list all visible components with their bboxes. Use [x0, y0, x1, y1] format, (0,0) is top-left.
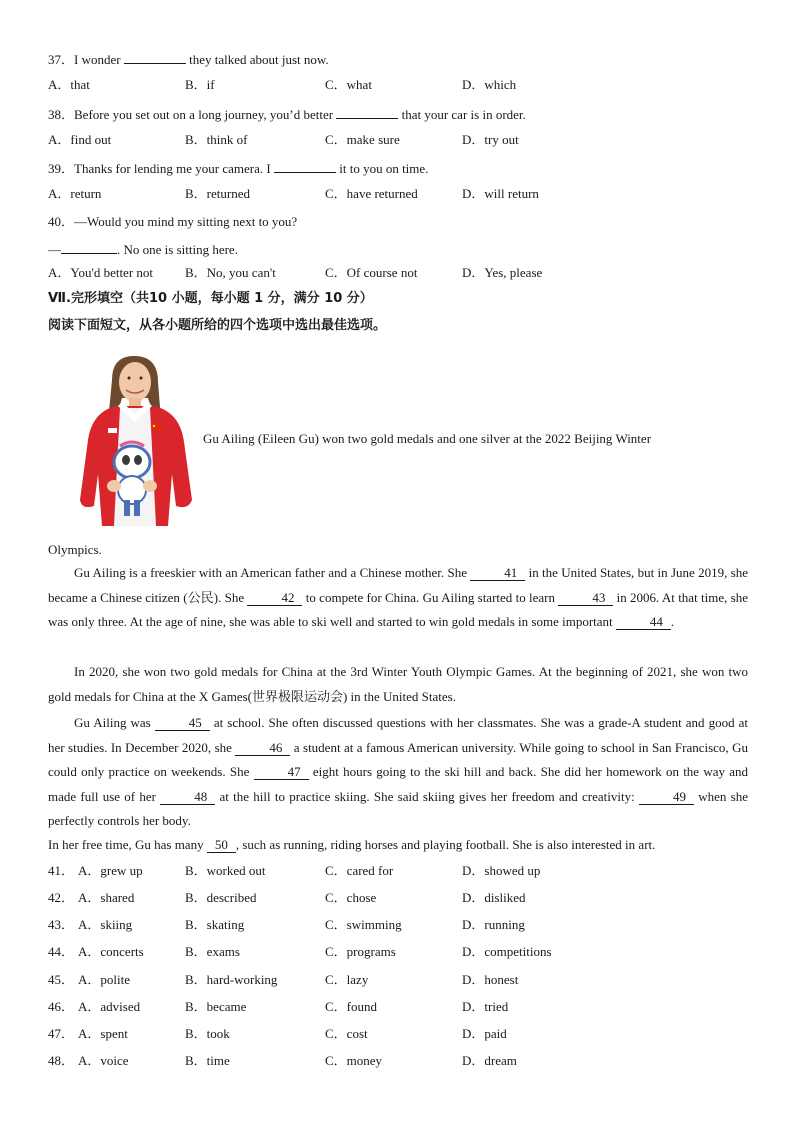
reply-text: . No one is sitting here. [117, 242, 238, 257]
question-number: 43． [48, 917, 75, 932]
option-c: C．lazy [325, 972, 369, 987]
option-a: A．voice [78, 1053, 129, 1068]
passage-paragraph-1 [48, 561, 748, 635]
option-b: B．described [185, 890, 257, 905]
options-37 [48, 76, 748, 94]
blank-47: 47 [254, 765, 309, 780]
options-47 [48, 1025, 748, 1043]
options-43 [48, 916, 748, 934]
question-40: 40．—Would you mind my sitting next to you? [48, 214, 298, 229]
options-40 [48, 264, 748, 282]
dash: — [48, 242, 61, 257]
section-instruction: 阅读下面短文，从各小题所给的四个选项中选出最佳选项。 [48, 318, 387, 333]
blank-42: 42 [247, 591, 302, 606]
blank-43: 43 [558, 591, 613, 606]
option-d: D．honest [462, 972, 519, 987]
question-stem: that your car is in order. [398, 107, 526, 122]
question-number: 41． [48, 863, 75, 878]
passage-paragraph-3 [48, 711, 748, 834]
option-c: C．chose [325, 890, 377, 905]
option-c: C．programs [325, 944, 396, 959]
option-b: B．hard-working [185, 972, 278, 987]
question-stem: 39．Thanks for lending me your camera. I [48, 161, 274, 176]
blank-44: 44 [616, 615, 671, 630]
section-title: Ⅶ.完形填空（共10 小题，每小题 1 分，满分 10 分） [48, 291, 373, 306]
answer-blank [274, 158, 336, 173]
passage-text: . [670, 614, 675, 629]
question-stem: 38．Before you set out on a long journey, you’d better [48, 107, 337, 122]
options-44 [48, 943, 748, 961]
option-b: B．became [185, 999, 247, 1014]
passage-intro-cont: Olympics. [48, 542, 102, 557]
question-number: 46． [48, 999, 75, 1014]
option-d: D．tried [462, 999, 509, 1014]
answer-blank [124, 49, 186, 64]
passage-text: Gu Ailing is a freeskier with an American father and a Chinese mother. She [74, 565, 471, 580]
option-a: A．grew up [78, 863, 143, 878]
option-b: B．took [185, 1026, 230, 1041]
options-45 [48, 971, 748, 989]
passage-paragraph-2: In 2020, she won two gold medals for China at the 3rd Winter Youth Olympic Games. At the beginning of 2021, she won two gold medals for China at the X Games(世界极限运动会) in the United States. [48, 664, 748, 704]
passage-text: to compete for China. Gu Ailing started to learn [302, 589, 559, 605]
option-a: A．that [48, 77, 90, 92]
passage-text: at the hill to practice skiing. She said skiing gives her freedom and creativity: [215, 788, 639, 804]
option-d: D．Yes, please [462, 265, 543, 280]
passage-text: a student at a famous American university. While going to school in San Francisco, Gu could only practice on weekends. She [48, 739, 748, 779]
option-c: C．make sure [325, 132, 400, 147]
passage-text: Gu Ailing was [74, 715, 155, 730]
option-a: A．polite [78, 972, 130, 987]
option-a: A．skiing [78, 917, 133, 932]
option-d: D．running [462, 917, 525, 932]
option-d: D．which [462, 77, 517, 92]
option-a: A．find out [48, 132, 112, 147]
option-b: B．think of [185, 132, 248, 147]
question-stem: it to you on time. [335, 161, 429, 176]
option-b: B．time [185, 1053, 230, 1068]
options-48 [48, 1052, 748, 1070]
question-number: 47． [48, 1026, 75, 1041]
option-b: B．returned [185, 186, 250, 201]
options-42 [48, 889, 748, 907]
option-d: D．showed up [462, 863, 541, 878]
question-stem: 37．I wonder [48, 52, 124, 67]
option-d: D．try out [462, 132, 519, 147]
answer-blank [336, 104, 398, 119]
option-b: B．worked out [185, 863, 266, 878]
passage-text: , such as running, riding horses and playing football. She is also interested in art. [235, 837, 656, 852]
blank-45: 45 [155, 716, 210, 731]
athlete-photo [68, 350, 202, 535]
option-c: C．cost [325, 1026, 368, 1041]
blank-48: 48 [160, 790, 215, 805]
question-37 [48, 49, 329, 69]
passage-text: in the United States, but in June 2019, she became a Chinese citizen (公民). She [48, 565, 748, 605]
blank-49: 49 [639, 790, 694, 805]
option-c: C．what [325, 77, 372, 92]
passage-text: In her free time, Gu has many [48, 837, 207, 852]
blank-50: 50 [207, 838, 236, 853]
blank-46: 46 [235, 741, 290, 756]
question-stem: they talked about just now. [185, 52, 329, 67]
option-d: D．will return [462, 186, 539, 201]
passage-text: in 2006. At that time, she was only three. At the age of nine, she was able to ski well and started to win gold medals in some important [48, 589, 748, 629]
option-a: A．shared [78, 890, 135, 905]
answer-blank [61, 239, 117, 254]
question-number: 42． [48, 890, 75, 905]
option-a: A．advised [78, 999, 141, 1014]
options-39 [48, 185, 748, 203]
passage-intro: Gu Ailing (Eileen Gu) won two gold medals and one silver at the 2022 Beijing Winter [203, 431, 652, 446]
option-b: B．No, you can't [185, 265, 276, 280]
question-38 [48, 104, 526, 124]
blank-41: 41 [470, 566, 525, 581]
passage-paragraph-4 [48, 833, 748, 858]
passage-text: eight hours going to the ski hill and back. She did her homework on the way and made full use of her [48, 764, 748, 804]
options-38 [48, 131, 748, 149]
option-d: D．dream [462, 1053, 517, 1068]
option-b: B．skating [185, 917, 245, 932]
option-a: A．You'd better not [48, 265, 154, 280]
question-number: 48． [48, 1053, 75, 1068]
option-a: A．concerts [78, 944, 144, 959]
option-b: B．if [185, 77, 215, 92]
question-39 [48, 158, 428, 178]
option-c: C．Of course not [325, 265, 418, 280]
option-d: D．paid [462, 1026, 507, 1041]
option-a: A．return [48, 186, 102, 201]
passage-text: at school. She often discussed questions with her classmates. She was a grade-A student and good at her studies. In December 2020, she [48, 715, 748, 755]
option-d: D．competitions [462, 944, 552, 959]
passage-text: when she perfectly controls her body. [48, 788, 748, 828]
option-c: C．swimming [325, 917, 402, 932]
question-number: 44． [48, 944, 75, 959]
question-number: 45． [48, 972, 75, 987]
option-c: C．found [325, 999, 378, 1014]
option-b: B．exams [185, 944, 240, 959]
option-c: C．money [325, 1053, 383, 1068]
options-41 [48, 862, 748, 880]
option-a: A．spent [78, 1026, 128, 1041]
options-46 [48, 998, 748, 1016]
option-c: C．cared for [325, 863, 394, 878]
option-d: D．disliked [462, 890, 526, 905]
question-40-reply [48, 239, 238, 259]
option-c: C．have returned [325, 186, 418, 201]
